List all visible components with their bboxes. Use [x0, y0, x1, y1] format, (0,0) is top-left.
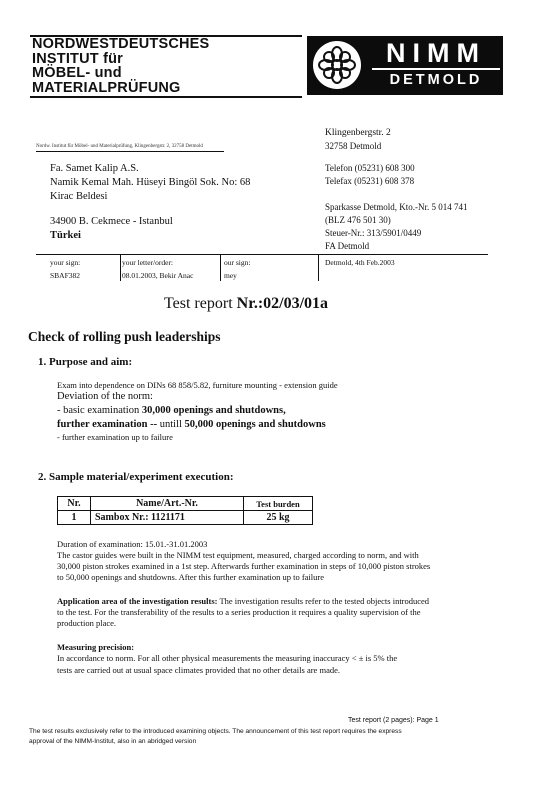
- institute-tax: Steuer-Nr.: 313/5901/0449: [325, 228, 422, 238]
- institute-street: Klingenbergstr. 2: [325, 128, 391, 138]
- section1-line: [57, 419, 326, 430]
- our-sign-value: mey: [224, 271, 237, 280]
- application-title: Application area of the investigation results:: [57, 596, 218, 606]
- section1-text: - basic examination: [57, 405, 142, 416]
- institute-line: INSTITUT für: [32, 50, 124, 67]
- reference-divider: [220, 255, 221, 281]
- header-rule-top: [30, 35, 302, 37]
- execution-line: 30,000 piston strokes examined in a 1st step. Afterwards further examination in steps of 10,000 piston strokes: [57, 561, 431, 571]
- duration: Duration of examination: 15.01.-31.01.2003: [57, 539, 208, 549]
- table-header-name: Name/Art.-Nr.: [91, 497, 244, 511]
- execution-line: to 50,000 openings and shutdowns. After this further examination up to failure: [57, 572, 324, 582]
- your-sign-value: SBAF382: [50, 271, 81, 280]
- recipient-line: Namik Kemal Mah. Hüseyi Bingöl Sok. No: 68: [50, 177, 251, 188]
- table-row: [58, 511, 313, 525]
- your-letter-label: your letter/order:: [122, 258, 174, 267]
- sender-underline: [36, 151, 224, 152]
- report-title: [164, 295, 328, 313]
- measuring-line: In accordance to norm. For all other physical measurements the measuring inaccuracy < ± is 5% the: [57, 653, 398, 663]
- report-date: Detmold, 4th Feb.2003: [325, 258, 395, 267]
- reference-divider: [318, 255, 319, 281]
- section2-title: 2. Sample material/experiment execution:: [38, 471, 234, 483]
- measuring-title: Measuring precision:: [57, 642, 135, 652]
- table-header-nr: Nr.: [58, 497, 91, 511]
- table-cell-nr: 1: [58, 511, 91, 525]
- report-number: Nr.:02/03/01a: [236, 295, 329, 312]
- application-line: production place.: [57, 618, 117, 628]
- section1-bold: further examination --: [57, 419, 160, 430]
- institute-bank: Sparkasse Detmold, Kto.-Nr. 5 014 741: [325, 202, 468, 212]
- recipient-country: Türkei: [50, 230, 81, 241]
- sample-table: [57, 496, 313, 525]
- report-heading: Check of rolling push leaderships: [28, 329, 221, 344]
- recipient-line: Kirac Beldesi: [50, 191, 108, 202]
- institute-line: MÖBEL- und: [32, 65, 122, 81]
- section1-line: Deviation of the norm:: [57, 391, 153, 402]
- section1-line: Exam into dependence on DINs 68 858/5.82, furniture mounting - extension guide: [57, 380, 338, 390]
- execution-line: The castor guides were built in the NIMM test equipment, measured, charged according to norm, and with: [57, 550, 419, 560]
- institute-phone: Telefon (05231) 608 300: [325, 163, 415, 173]
- institute-fax: Telefax (05231) 608 378: [325, 176, 415, 186]
- application-line: [57, 596, 429, 607]
- sender-line: Nordw. Institut für Möbel- und Materialprüfung, Klingenbergstr. 2, 32758 Detmold: [36, 144, 203, 149]
- footer-note: The test results exclusively refer to the introduced examining objects. The announcement of this test report requires the express: [29, 728, 402, 735]
- institute-tax-office: FA Detmold: [325, 241, 370, 251]
- section1-text: untill: [159, 419, 185, 430]
- page-indicator: Test report (2 pages): Page 1: [348, 717, 439, 724]
- section1-bold: 30,000 openings and shutdowns,: [141, 405, 286, 416]
- institute-line: NORDWESTDEUTSCHES: [32, 36, 210, 52]
- your-letter-value: 08.01.2003, Bekir Anac: [122, 271, 194, 280]
- nimm-emblem-icon: [313, 41, 361, 89]
- application-text: The investigation results refer to the tested objects introduced: [217, 596, 430, 606]
- report-title-prefix: Test report: [164, 295, 237, 312]
- reference-rule: [36, 254, 488, 255]
- table-cell-burden: 25 kg: [244, 511, 313, 525]
- section1-line: [57, 405, 286, 416]
- section1-line: - further examination up to failure: [57, 432, 173, 442]
- institute-line: MATERIALPRÜFUNG: [32, 79, 181, 96]
- recipient-line: 34900 B. Cekmece - Istanbul: [50, 216, 173, 227]
- measuring-line: tests are carried out at usual space climates provided that no other details are made.: [57, 665, 340, 675]
- reference-divider: [120, 255, 121, 281]
- your-sign-label: your sign:: [50, 258, 81, 267]
- logo-city: DETMOLD: [389, 72, 483, 88]
- recipient-line: Fa. Samet Kalip A.S.: [50, 163, 139, 174]
- table-cell-name: Sambox Nr.: 1121171: [91, 511, 244, 525]
- application-line: to the test. For the transferability of the results to a series production it requires a quality supervision of the: [57, 607, 421, 617]
- header-rule-bottom: [30, 96, 302, 98]
- institute-blz: (BLZ 476 501 30): [325, 215, 391, 225]
- logo-name: NIMM: [386, 38, 486, 68]
- footer-note: approval of the NIMM-Institut, also in an abridged version: [29, 738, 197, 745]
- table-header-burden: Test burden: [244, 497, 313, 511]
- section1-bold: 50,000 openings and shutdowns: [184, 419, 326, 430]
- our-sign-label: our sign:: [224, 258, 251, 267]
- table-header-row: [58, 497, 313, 511]
- section1-title: 1. Purpose and aim:: [38, 356, 133, 368]
- institute-city: 32758 Detmold: [325, 141, 382, 151]
- institute-name: [32, 37, 209, 95]
